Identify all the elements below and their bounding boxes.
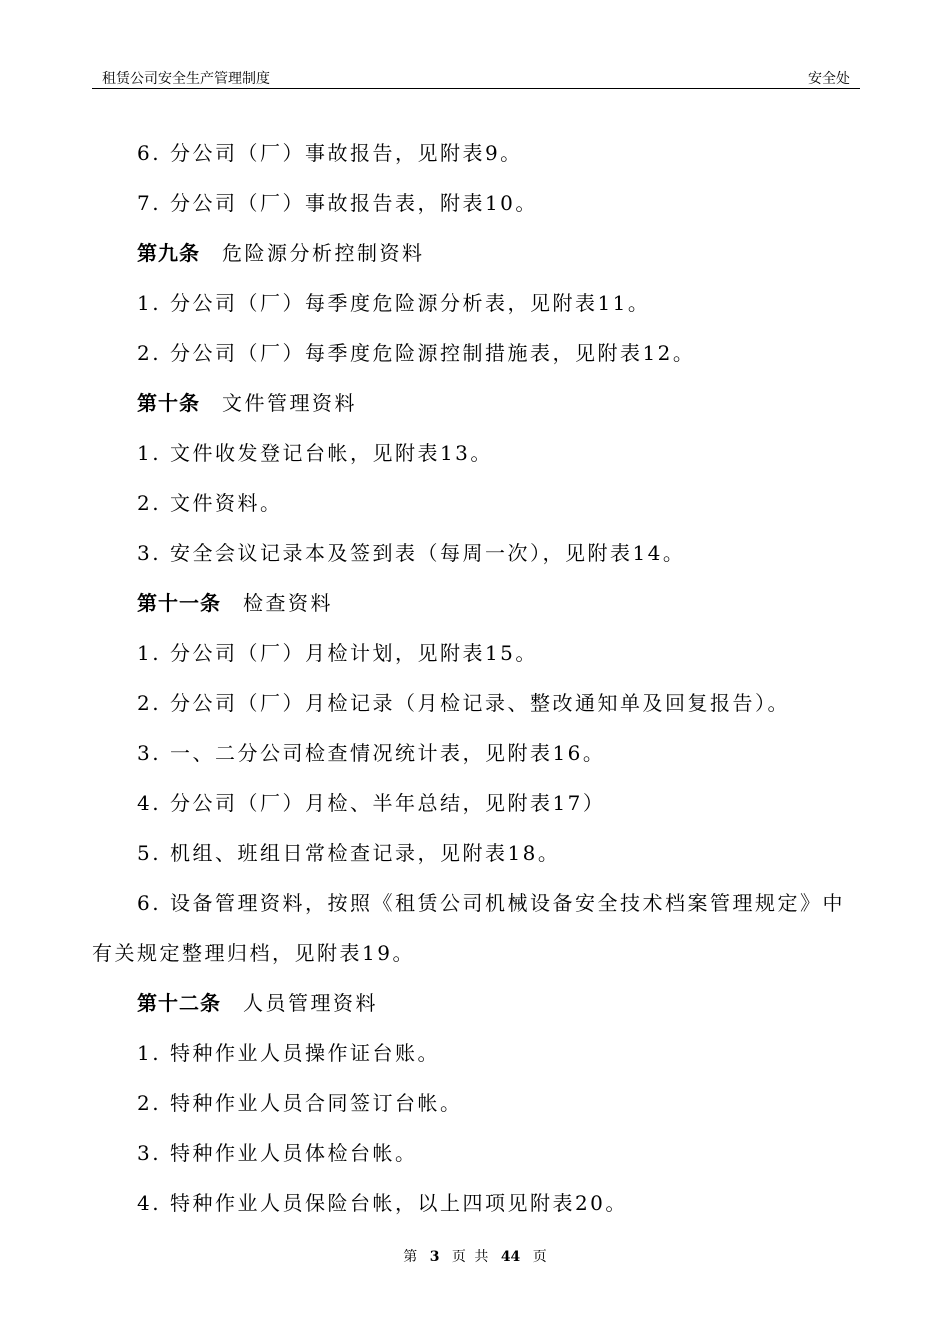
article-title: 文件管理资料	[222, 391, 357, 415]
list-item: 4. 特种作业人员保险台帐，以上四项见附表20。	[137, 1191, 628, 1215]
article-title: 检查资料	[243, 591, 333, 615]
list-item: 1. 分公司（厂）月检计划，见附表15。	[137, 641, 538, 665]
list-item: 7. 分公司（厂）事故报告表，附表10。	[137, 191, 538, 215]
footer-middle: 页 共	[451, 1249, 489, 1265]
list-item: 2. 分公司（厂）每季度危险源控制措施表，见附表12。	[137, 341, 696, 365]
page-footer	[0, 1246, 950, 1266]
article-number: 第十二条	[137, 991, 221, 1015]
header-document-title: 租赁公司安全生产管理制度	[102, 71, 270, 87]
list-item: 5. 机组、班组日常检查记录，见附表18。	[137, 841, 561, 865]
article-heading-12	[92, 978, 860, 1028]
footer-suffix: 页	[532, 1249, 547, 1265]
list-item: 6. 分公司（厂）事故报告，见附表9。	[137, 141, 523, 165]
list-item: 3. 特种作业人员体检台帐。	[137, 1141, 418, 1165]
article-heading-9	[92, 228, 860, 278]
page-header	[92, 66, 860, 89]
list-item: 2. 文件资料。	[137, 491, 283, 515]
article-number: 第十条	[137, 391, 200, 415]
list-item: 6. 设备管理资料，按照《租赁公司机械设备安全技术档案管理规定》中	[137, 891, 845, 915]
footer-prefix: 第	[403, 1249, 418, 1265]
list-item: 1. 文件收发登记台帐，见附表13。	[137, 441, 493, 465]
article-heading-11	[92, 578, 860, 628]
list-item: 2. 特种作业人员合同签订台帐。	[137, 1091, 463, 1115]
footer-page-number: 3	[429, 1249, 440, 1265]
article-number: 第九条	[137, 241, 200, 265]
article-number: 第十一条	[137, 591, 221, 615]
list-item: 4. 分公司（厂）月检、半年总结，见附表17）	[137, 791, 606, 815]
list-item-continuation: 有关规定整理归档，见附表19。	[92, 941, 415, 965]
list-item: 2. 分公司（厂）月检记录（月检记录、整改通知单及回复报告）。	[137, 691, 790, 715]
footer-total-pages: 44	[500, 1249, 521, 1265]
list-item: 1. 分公司（厂）每季度危险源分析表，见附表11。	[137, 291, 651, 315]
document-body	[92, 128, 860, 1228]
list-item: 3. 一、二分公司检查情况统计表，见附表16。	[137, 741, 606, 765]
header-department: 安全处	[808, 71, 850, 87]
list-item: 1. 特种作业人员操作证台账。	[137, 1041, 440, 1065]
article-heading-10	[92, 378, 860, 428]
article-title: 危险源分析控制资料	[222, 241, 425, 265]
article-title: 人员管理资料	[243, 991, 378, 1015]
list-item: 3. 安全会议记录本及签到表（每周一次），见附表14。	[137, 541, 686, 565]
